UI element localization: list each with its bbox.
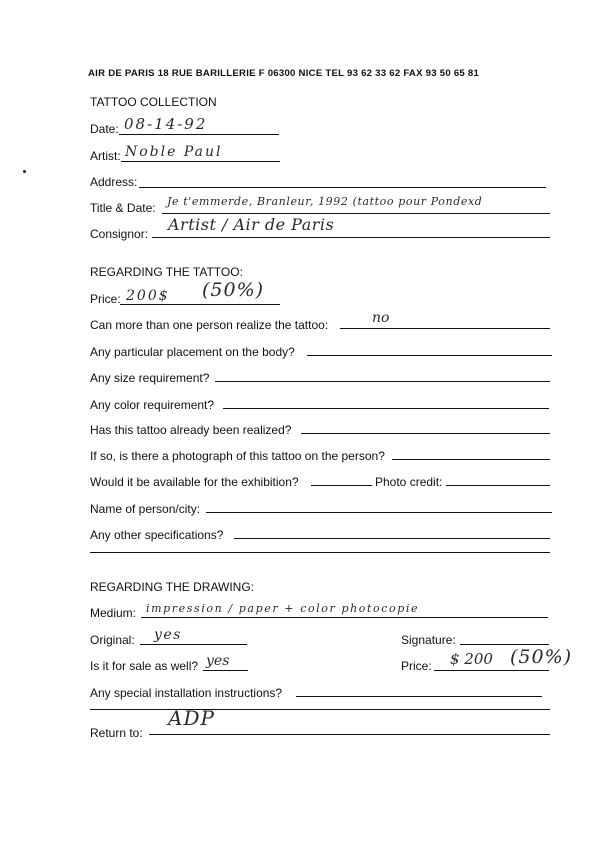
for-sale-value: yes	[206, 653, 230, 669]
date-line[interactable]	[119, 134, 279, 135]
drawing-price-share: (50%)	[510, 646, 573, 668]
signature-line[interactable]	[460, 644, 549, 645]
original-label: Original:	[90, 633, 135, 647]
original-value: yes	[154, 627, 182, 643]
other-specs-line-2[interactable]	[90, 552, 550, 553]
realized-line[interactable]	[301, 433, 550, 434]
person-city-label: Name of person/city:	[90, 502, 201, 516]
consignor-line[interactable]	[152, 237, 550, 238]
drawing-section-heading: REGARDING THE DRAWING:	[90, 580, 255, 594]
title-date-value: Je t'emmerde, Branleur, 1992 (tattoo pour Pondexd	[167, 195, 483, 208]
address-line[interactable]	[139, 187, 546, 188]
photo-credit-label: Photo credit:	[375, 475, 443, 489]
artist-value: Noble Paul	[125, 144, 223, 160]
realized-label: Has this tattoo already been realized?	[90, 423, 292, 437]
drawing-price-label: Price:	[401, 659, 432, 673]
installation-line-2[interactable]	[90, 709, 550, 710]
medium-line[interactable]	[141, 617, 548, 618]
tattoo-section-heading: REGARDING THE TATTOO:	[90, 265, 243, 279]
title-date-line[interactable]	[162, 213, 550, 214]
consignor-value: Artist / Air de Paris	[168, 215, 335, 234]
drawing-price-value: $ 200	[450, 650, 493, 668]
return-to-value: ADP	[168, 706, 215, 730]
placement-label: Any particular placement on the body?	[90, 345, 295, 359]
photo-credit-line[interactable]	[446, 485, 550, 486]
tattoo-price-line[interactable]	[120, 304, 280, 305]
medium-value: impression / paper + color photocopie	[146, 602, 420, 615]
tattoo-price-value: 200$	[126, 288, 170, 304]
artist-label: Artist:	[90, 149, 121, 163]
more-than-one-line[interactable]	[340, 328, 550, 329]
other-specs-label: Any other specifications?	[90, 528, 224, 542]
drawing-price-line[interactable]	[434, 670, 549, 671]
for-sale-label: Is it for sale as well?	[90, 659, 199, 673]
installation-label: Any special installation instructions?	[90, 686, 283, 700]
available-label: Would it be available for the exhibition?	[90, 475, 299, 489]
date-value: 08-14-92	[124, 115, 208, 133]
installation-line[interactable]	[296, 696, 542, 697]
for-sale-line[interactable]	[203, 670, 248, 671]
person-city-line[interactable]	[206, 512, 552, 513]
color-line[interactable]	[223, 408, 549, 409]
tattoo-price-share: (50%)	[202, 279, 265, 301]
other-specs-line[interactable]	[234, 538, 550, 539]
form-title: TATTOO COLLECTION	[90, 95, 217, 109]
stray-mark	[23, 170, 26, 173]
consignor-label: Consignor:	[90, 227, 149, 241]
size-label: Any size requirement?	[90, 371, 210, 385]
signature-label: Signature:	[401, 633, 456, 647]
medium-label: Medium:	[90, 606, 137, 620]
return-to-label: Return to:	[90, 726, 143, 740]
date-label: Date:	[90, 122, 119, 136]
photograph-label: If so, is there a photograph of this tattoo on the person?	[90, 449, 385, 463]
available-line[interactable]	[311, 485, 372, 486]
letterhead: AIR DE PARIS 18 RUE BARILLERIE F 06300 NICE TEL 93 62 33 62 FAX 93 50 65 81	[88, 68, 480, 79]
address-label: Address:	[90, 175, 138, 189]
artist-line[interactable]	[121, 161, 280, 162]
placement-line[interactable]	[307, 355, 552, 356]
return-to-line[interactable]	[149, 734, 550, 735]
more-than-one-label: Can more than one person realize the tattoo:	[90, 318, 329, 332]
color-label: Any color requirement?	[90, 398, 215, 412]
size-line[interactable]	[215, 381, 550, 382]
title-date-label: Title & Date:	[90, 201, 156, 215]
original-line[interactable]	[140, 644, 247, 645]
photograph-line[interactable]	[392, 459, 550, 460]
tattoo-price-label: Price:	[90, 292, 121, 306]
more-than-one-value: no	[372, 310, 390, 326]
